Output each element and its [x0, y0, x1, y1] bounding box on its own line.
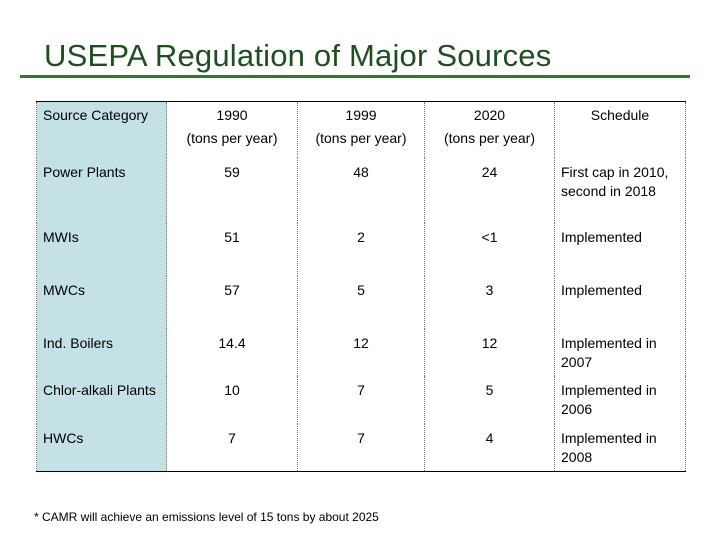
row-2020-value: 3	[425, 276, 555, 329]
table-row	[37, 376, 686, 424]
header-1990-unit: (tons per year)	[186, 130, 278, 146]
row-1999-value: 7	[298, 376, 425, 424]
row-category: HWCs	[37, 424, 167, 472]
row-1990-value: 57	[167, 276, 298, 329]
row-schedule: Implemented in 2008	[555, 424, 686, 472]
row-1990-value: 51	[167, 223, 298, 276]
table-row	[37, 329, 686, 376]
row-1990-value: 10	[167, 376, 298, 424]
row-schedule: Implemented	[555, 276, 686, 329]
header-1999-year: 1999	[345, 107, 377, 123]
row-1999-value: 48	[298, 158, 425, 223]
row-2020-value: <1	[425, 223, 555, 276]
row-1999-value: 12	[298, 329, 425, 376]
row-category: Chlor-alkali Plants	[37, 376, 167, 424]
row-schedule: Implemented in 2007	[555, 329, 686, 376]
header-schedule: Schedule	[555, 102, 686, 158]
row-category: MWCs	[37, 276, 167, 329]
table-row	[37, 223, 686, 276]
row-category: Power Plants	[37, 158, 167, 223]
row-category: Ind. Boilers	[37, 329, 167, 376]
header-2020-unit: (tons per year)	[443, 130, 536, 146]
row-2020-value: 12	[425, 329, 555, 376]
table-row	[37, 276, 686, 329]
row-1990-value: 7	[167, 424, 298, 472]
row-schedule: Implemented	[555, 223, 686, 276]
table-row	[37, 424, 686, 472]
row-1990-value: 59	[167, 158, 298, 223]
row-2020-value: 5	[425, 376, 555, 424]
header-2020	[425, 102, 555, 158]
row-2020-value: 4	[425, 424, 555, 472]
row-1990-value: 14.4	[167, 329, 298, 376]
header-2020-year: 2020	[473, 107, 506, 123]
title-underline	[20, 75, 690, 78]
row-category: MWIs	[37, 223, 167, 276]
regulation-table	[36, 101, 686, 472]
slide-title: USEPA Regulation of Major Sources	[44, 38, 552, 73]
table-header-row	[37, 102, 686, 158]
header-source-category: Source Category	[37, 102, 167, 158]
row-schedule: Implemented in 2006	[555, 376, 686, 424]
row-1999-value: 7	[298, 424, 425, 472]
row-2020-value: 24	[425, 158, 555, 223]
row-1999-value: 5	[298, 276, 425, 329]
row-1999-value: 2	[298, 223, 425, 276]
header-1990-year: 1990	[216, 107, 248, 123]
header-1990	[167, 102, 298, 158]
table-row	[37, 158, 686, 223]
row-schedule: First cap in 2010, second in 2018	[555, 158, 686, 223]
header-1999	[298, 102, 425, 158]
footnote: * CAMR will achieve an emissions level of 15 tons by about 2025	[34, 510, 379, 524]
header-1999-unit: (tons per year)	[315, 130, 407, 146]
